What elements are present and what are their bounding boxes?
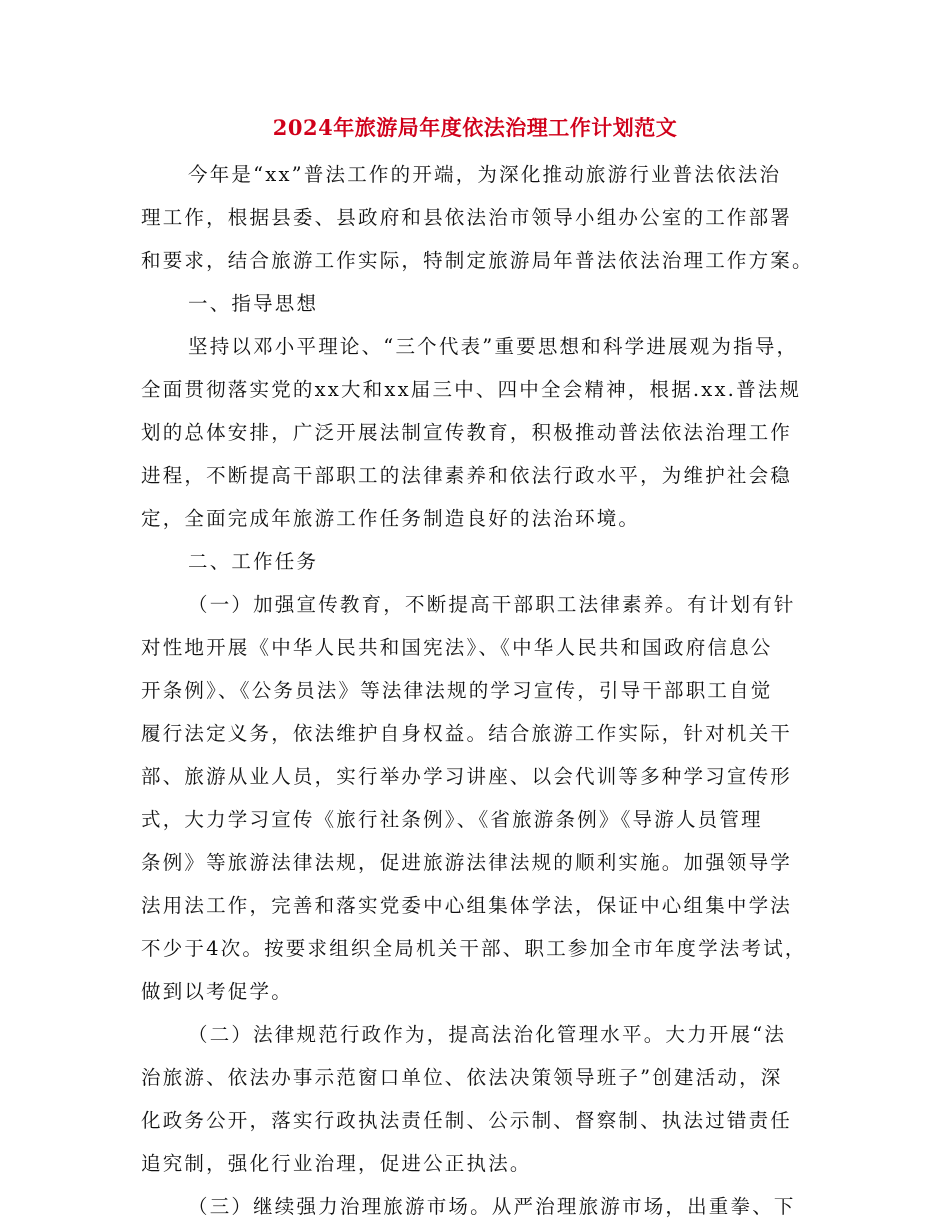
paragraph-line: 条例》等旅游法律法规，促进旅游法律法规的顺利实施。加强领导学 <box>141 851 793 874</box>
section-heading: 二、工作任务 <box>188 550 319 573</box>
paragraph-line: 进程，不断提高干部职工的法律素养和依法行政水平，为维护社会稳 <box>141 464 793 487</box>
paragraph-line: 和要求，结合旅游工作实际，特制定旅游局年普法依法治理工作方案。 <box>141 249 814 272</box>
paragraph-line: 今年是“xx”普法工作的开端，为深化推动旅游行业普法依法治 <box>188 163 782 186</box>
paragraph-line: 理工作，根据县委、县政府和县依法治市领导小组办公室的工作部署 <box>141 206 793 229</box>
paragraph-line: （一）加强宣传教育，不断提高干部职工法律素养。有计划有针 <box>188 593 796 616</box>
paragraph-line: 做到以考促学。 <box>141 980 293 1003</box>
paragraph-line: 定，全面完成年旅游工作任务制造良好的法治环境。 <box>141 507 641 530</box>
paragraph-line: 坚持以邓小平理论、“三个代表”重要思想和科学进展观为指导， <box>188 335 799 358</box>
paragraph-line: 履行法定义务，依法维护自身权益。结合旅游工作实际，针对机关干 <box>141 722 793 745</box>
paragraph-line: 全面贯彻落实党的xx大和xx届三中、四中全会精神，根据.xx.普法规 <box>141 378 802 401</box>
paragraph-line: 开条例》、《公务员法》等法律法规的学习宣传，引导干部职工自觉 <box>141 679 773 702</box>
section-heading: 一、指导思想 <box>188 292 319 315</box>
paragraph-line: 治旅游、依法办事示范窗口单位、依法决策领导班子”创建活动，深 <box>141 1066 783 1089</box>
paragraph-line: 部、旅游从业人员，实行举办学习讲座、以会代训等多种学习宣传形 <box>141 765 793 788</box>
paragraph-line: 化政务公开，落实行政执法责任制、公示制、督察制、执法过错责任 <box>141 1109 793 1132</box>
paragraph-line: 式，大力学习宣传《旅行社条例》、《省旅游条例》《导游人员管理 <box>141 808 763 831</box>
paragraph-line: 对性地开展《中华人民共和国宪法》、《中华人民共和国政府信息公 <box>141 636 773 659</box>
document-title: 2024年旅游局年度依法治理工作计划范文 <box>272 115 678 140</box>
paragraph-line: 追究制，强化行业治理，促进公正执法。 <box>141 1152 532 1175</box>
paragraph-line: （二）法律规范行政作为，提高法治化管理水平。大力开展“法 <box>188 1023 787 1046</box>
paragraph-line: 不少于4次。按要求组织全局机关干部、职工参加全市年度学法考试， <box>141 937 807 960</box>
paragraph-line: 划的总体安排，广泛开展法制宣传教育，积极推动普法依法治理工作 <box>141 421 793 444</box>
paragraph-line: （三）继续强力治理旅游市场。从严治理旅游市场，出重拳、下 <box>188 1195 796 1218</box>
paragraph-line: 法用法工作，完善和落实党委中心组集体学法，保证中心组集中学法 <box>141 894 793 917</box>
